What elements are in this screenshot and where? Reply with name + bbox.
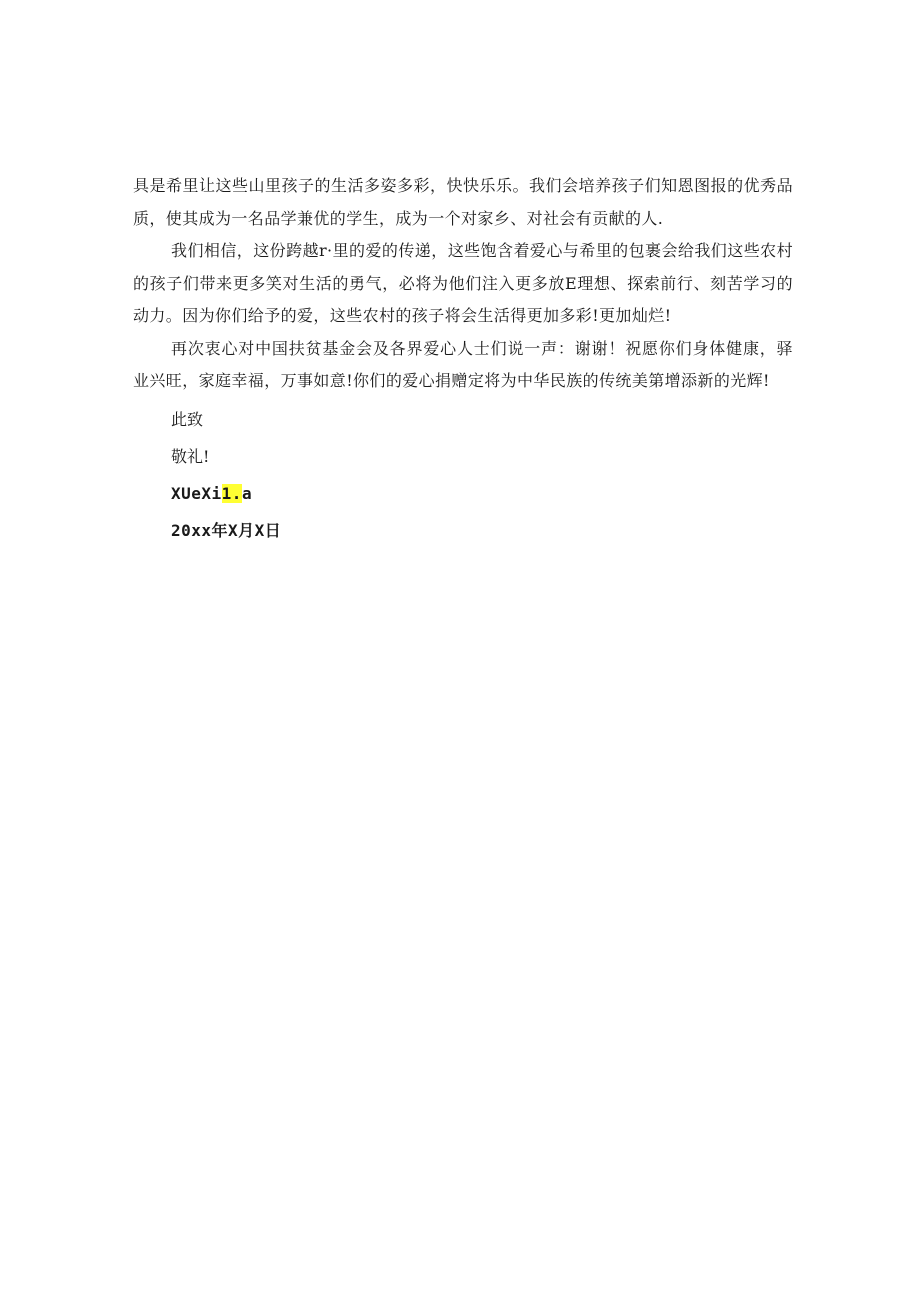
closing-regards: 敬礼! [171,446,210,466]
signature-highlight: 1. [221,483,242,503]
signature-tail: a [241,483,253,503]
letter-date: 20xx年X月X日 [171,520,282,540]
signature-text: XUeXi [171,483,222,503]
letter-body [133,170,793,552]
signature [171,478,793,515]
paragraph-2: 我们相信，这份跨越r·里的爱的传递，这些饱含着爱心与希里的包裹会给我们这些农村的孩子们带来更多笑对生活的勇气，必将为他们注入更多放E理想、探索前行、刻苦学习的动力。因为你们给予的爱，这些农村的孩子将会生活得更加多彩!更加灿烂! [133,241,793,325]
paragraph-1: 具是希里让这些山里孩子的生活多姿多彩，快快乐乐。我们会培养孩子们知恩图报的优秀品质，使其成为一名品学兼优的学生，成为一个对家乡、对社会有贡献的人. [133,176,793,228]
closing-salutation: 此致 [171,409,204,429]
paragraph-3: 再次衷心对中国扶贫基金会及各界爱心人士们说一声：谢谢！祝愿你们身体健康，驿业兴旺，家庭幸福，万事如意!你们的爱心捐赠定将为中华民族的传统美第增添新的光辉! [133,338,793,390]
